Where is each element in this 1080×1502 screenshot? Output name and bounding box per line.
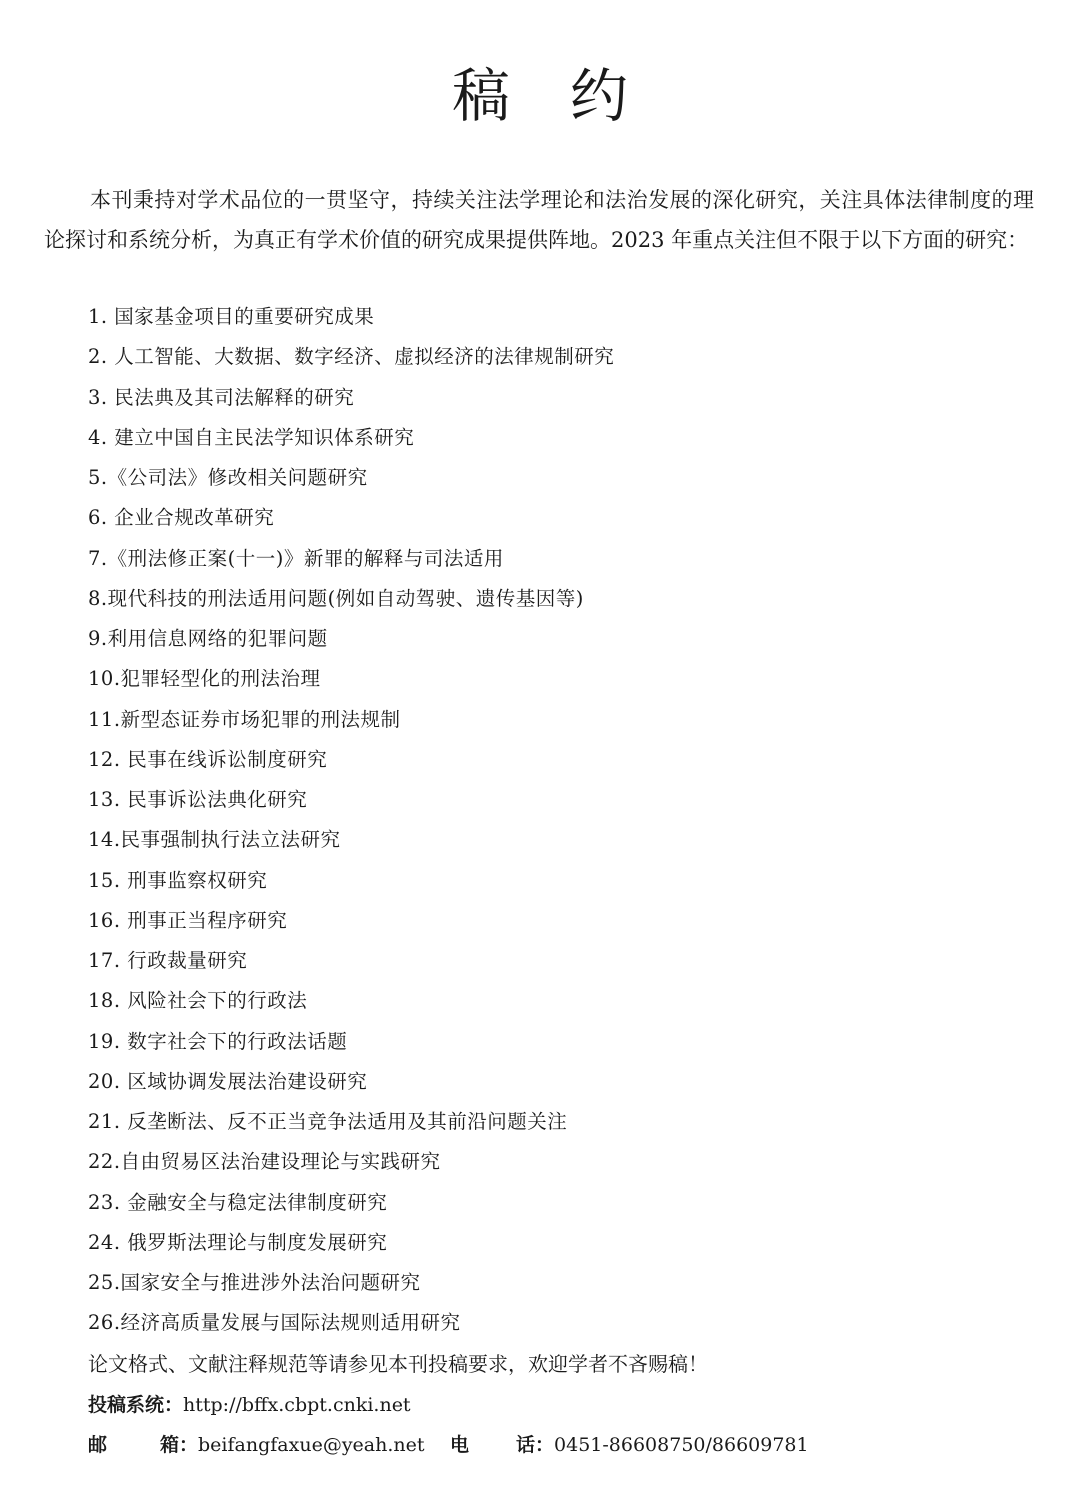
topic-item: 10.犯罪轻型化的刑法治理 bbox=[88, 667, 321, 691]
submission-system-label: 投稿系统： bbox=[88, 1394, 184, 1416]
topic-item: 23. 金融安全与稳定法律制度研究 bbox=[88, 1190, 388, 1214]
topic-item: 16. 刑事正当程序研究 bbox=[88, 908, 288, 932]
topic-item: 12. 民事在线诉讼制度研究 bbox=[88, 747, 328, 771]
phone-number[interactable]: 0451-86608750/86609781 bbox=[554, 1434, 809, 1456]
topic-item: 15. 刑事监察权研究 bbox=[88, 868, 268, 892]
submission-system bbox=[88, 1385, 411, 1425]
phone-label-char-2: 话： bbox=[516, 1434, 555, 1456]
topic-item: 1. 国家基金项目的重要研究成果 bbox=[88, 305, 375, 328]
topic-list bbox=[88, 297, 614, 1344]
topic-item: 7.《刑法修正案(十一)》新罪的解释与司法适用 bbox=[88, 546, 504, 570]
topic-item: 11.新型态证券市场犯罪的刑法规制 bbox=[88, 707, 401, 731]
topic-item: 20. 区域协调发展法治建设研究 bbox=[88, 1069, 368, 1093]
topic-item: 13. 民事诉讼法典化研究 bbox=[88, 788, 308, 811]
phone-contact bbox=[450, 1425, 809, 1465]
topic-item: 22.自由贸易区法治建设理论与实践研究 bbox=[88, 1150, 441, 1174]
phone-label-char-1: 电 bbox=[450, 1434, 470, 1456]
page-title bbox=[0, 58, 1080, 134]
topic-item: 14.民事强制执行法立法研究 bbox=[88, 828, 341, 852]
topic-item: 5.《公司法》修改相关问题研究 bbox=[88, 466, 368, 489]
topic-item: 19. 数字社会下的行政法话题 bbox=[88, 1029, 348, 1053]
email-contact bbox=[88, 1425, 425, 1465]
topic-item: 17. 行政裁量研究 bbox=[88, 949, 248, 972]
page-title-part-2: 约 bbox=[570, 62, 629, 130]
email-label-char-2: 箱： bbox=[160, 1434, 199, 1456]
topic-item: 3. 民法典及其司法解释的研究 bbox=[88, 385, 355, 409]
topic-item: 8.现代科技的刑法适用问题(例如自动驾驶、遗传基因等) bbox=[88, 586, 584, 610]
topic-item: 25.国家安全与推进涉外法治问题研究 bbox=[88, 1271, 421, 1294]
topic-item: 21. 反垄断法、反不正当竞争法适用及其前沿问题关注 bbox=[88, 1110, 568, 1133]
topic-item: 6. 企业合规改革研究 bbox=[88, 506, 275, 530]
topic-item: 24. 俄罗斯法理论与制度发展研究 bbox=[88, 1230, 388, 1254]
topic-item: 9.利用信息网络的犯罪问题 bbox=[88, 627, 328, 650]
topic-item: 4. 建立中国自主民法学知识体系研究 bbox=[88, 425, 415, 449]
email-address[interactable]: beifangfaxue@yeah.net bbox=[198, 1434, 425, 1456]
intro-paragraph: 本刊秉持对学术品位的一贯坚守，持续关注法学理论和法治发展的深化研究，关注具体法律制度的理论探讨和系统分析，为真正有学术价值的研究成果提供阵地。2023 年重点关注但不限于以下方面的研究： bbox=[44, 188, 1034, 252]
email-label-char-1: 邮 bbox=[88, 1434, 108, 1456]
topic-item: 2. 人工智能、大数据、数字经济、虚拟经济的法律规制研究 bbox=[88, 345, 615, 369]
closing-note: 论文格式、文献注释规范等请参见本刊投稿要求，欢迎学者不吝赐稿！ bbox=[88, 1352, 708, 1376]
topic-item: 18. 风险社会下的行政法 bbox=[88, 989, 308, 1013]
page-title-part-1: 稿 bbox=[451, 62, 510, 130]
topic-item: 26.经济高质量发展与国际法规则适用研究 bbox=[88, 1311, 461, 1335]
submission-system-url[interactable]: http://bffx.cbpt.cnki.net bbox=[183, 1394, 411, 1416]
